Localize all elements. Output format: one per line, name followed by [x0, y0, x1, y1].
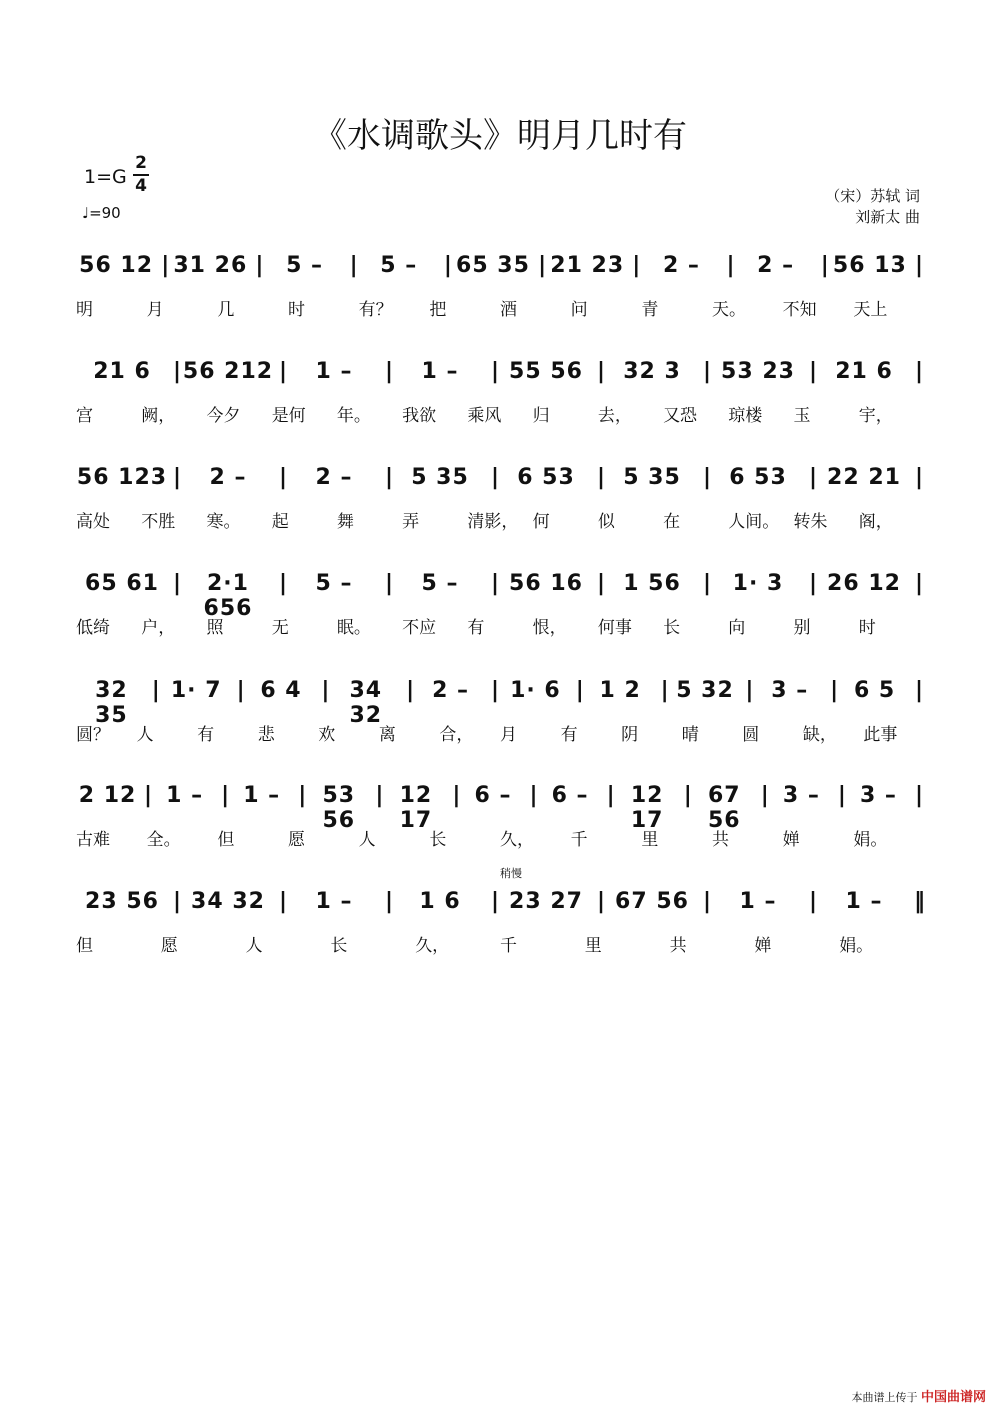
- lyric: 晴: [681, 725, 699, 745]
- measure: 32 3: [623, 359, 681, 384]
- lyric: 琼楼: [728, 406, 763, 426]
- lyric: 悲: [257, 725, 275, 745]
- measure: 32 35: [95, 678, 128, 728]
- measure: 21 23: [550, 253, 625, 278]
- barline: |: [384, 889, 394, 914]
- barline: |: [702, 889, 712, 914]
- measure: 56 123: [76, 465, 168, 490]
- footer-site: 中国曲谱网: [920, 1390, 986, 1405]
- lyric: 阙，: [141, 406, 176, 426]
- measure: 2·1 656: [203, 571, 253, 621]
- lyric: 有: [560, 725, 578, 745]
- barline: |: [760, 783, 769, 808]
- tempo-annotation: 稍慢: [500, 867, 522, 880]
- lyric: 古难: [76, 830, 110, 850]
- measure: 3 –: [859, 783, 897, 808]
- lyric: 千: [570, 830, 588, 850]
- barline: |: [820, 253, 829, 278]
- lyric: 时: [288, 300, 305, 320]
- lyric: 有？: [358, 300, 393, 320]
- lyric: 有: [197, 725, 215, 745]
- lyric: 起: [271, 512, 289, 532]
- barline: |: [830, 678, 839, 703]
- barline: |: [490, 465, 500, 490]
- lyric: 归: [532, 406, 550, 426]
- barline: |: [808, 359, 818, 384]
- lyric: 长: [330, 936, 348, 956]
- lyric: 长: [663, 618, 681, 638]
- barline: |: [702, 571, 712, 596]
- barline: |: [236, 678, 245, 703]
- barline: |: [914, 253, 924, 278]
- lyricist: （宋）苏轼 词: [825, 187, 920, 205]
- lyric: 青: [641, 300, 659, 320]
- measure: 23 56: [85, 889, 159, 914]
- lyric: 弄: [402, 512, 420, 532]
- barline: |: [172, 465, 182, 490]
- lyric: 人: [358, 830, 376, 850]
- lyric: 舞: [336, 512, 354, 532]
- lyric: 不应: [402, 618, 437, 638]
- lyric: 眠。: [336, 618, 371, 638]
- barline: |: [384, 359, 394, 384]
- footer: [851, 1386, 986, 1405]
- barline: |: [632, 253, 641, 278]
- barline: |: [490, 571, 500, 596]
- measure: 2 –: [662, 253, 700, 278]
- lyric: 婵: [782, 830, 800, 850]
- key-signature: 1=G: [84, 166, 127, 188]
- barline: |: [726, 253, 735, 278]
- lyric: 但: [217, 830, 235, 850]
- measure: 56 12: [79, 253, 154, 278]
- lyric: 宇，: [858, 406, 893, 426]
- measure: 6 –: [551, 783, 589, 808]
- lyric: 玉: [793, 406, 811, 426]
- lyric: 无: [271, 618, 289, 638]
- measure: 56 212: [182, 359, 274, 384]
- lyric: 共: [669, 936, 687, 956]
- credits: [825, 186, 920, 228]
- measure: 5 35: [411, 465, 469, 490]
- lyric: 去，: [597, 406, 632, 426]
- measure: 6 –: [474, 783, 512, 808]
- tempo-marking: ♩=90: [82, 204, 121, 222]
- measure: 6 53: [517, 465, 575, 490]
- barline: |: [914, 465, 924, 490]
- lyric: 缺，: [802, 725, 837, 745]
- lyric: 人: [245, 936, 263, 956]
- measure: 1 2: [599, 678, 641, 703]
- lyric: 转朱: [793, 512, 828, 532]
- measure: 67 56: [615, 889, 689, 914]
- lyric: 里: [584, 936, 602, 956]
- measure: 5 –: [421, 571, 459, 596]
- measure: 1 6: [419, 889, 461, 914]
- barline: |: [837, 783, 846, 808]
- lyric: 久，: [500, 830, 534, 850]
- measure: 34 32: [349, 678, 383, 728]
- measure: 21 6: [835, 359, 893, 384]
- lyric: 阁，: [858, 512, 893, 532]
- lyric: 是何: [271, 406, 306, 426]
- measure: 31 26: [173, 253, 248, 278]
- measure: 34 32: [191, 889, 265, 914]
- measure: 1 –: [739, 889, 777, 914]
- measure: 1 56: [623, 571, 681, 596]
- lyric: 问: [570, 300, 588, 320]
- lyric: 天上: [853, 300, 888, 320]
- barline: |: [538, 253, 547, 278]
- barline: |: [596, 889, 606, 914]
- measure: 5 –: [315, 571, 353, 596]
- barline: |: [596, 571, 606, 596]
- barline: |: [255, 253, 264, 278]
- lyric: 照: [206, 618, 224, 638]
- lyric: 圆: [742, 725, 760, 745]
- barline: |: [375, 783, 384, 808]
- lyric: 里: [641, 830, 659, 850]
- barline: |: [384, 571, 394, 596]
- measure: 5 –: [380, 253, 418, 278]
- lyric: 清影，: [467, 512, 519, 532]
- barline: |: [575, 678, 584, 703]
- lyric: 愿: [160, 936, 178, 956]
- barline: |: [278, 889, 288, 914]
- measure: 1· 6: [510, 678, 561, 703]
- lyric: 不知: [782, 300, 817, 320]
- lyric: 人间。: [728, 512, 780, 532]
- measure: 1· 3: [732, 571, 784, 596]
- lyric: 向: [728, 618, 746, 638]
- measure: 1 –: [421, 359, 459, 384]
- lyric: 寒。: [206, 512, 241, 532]
- time-signature-top: 2: [135, 153, 147, 173]
- measure: 1 –: [845, 889, 883, 914]
- lyric: 离: [378, 725, 396, 745]
- lyric: 娟。: [853, 830, 888, 850]
- barline: |: [278, 571, 288, 596]
- barline: |: [702, 465, 712, 490]
- lyric: 久，: [415, 936, 450, 956]
- measure: 2 12: [78, 783, 137, 808]
- measure: 56 13: [832, 253, 907, 278]
- lyric: 千: [500, 936, 517, 956]
- barline: |: [529, 783, 538, 808]
- barline: |: [745, 678, 754, 703]
- time-signature: [133, 154, 149, 196]
- barline: |: [596, 465, 606, 490]
- measure: 3 –: [771, 678, 809, 703]
- barline: |: [151, 678, 160, 703]
- barline: |: [172, 889, 182, 914]
- barline: |: [144, 783, 153, 808]
- barline: |: [702, 359, 712, 384]
- composer: 刘新太 曲: [855, 208, 920, 226]
- measure: 6 5: [853, 678, 896, 703]
- barline: |: [606, 783, 615, 808]
- lyric: 几: [217, 300, 235, 320]
- barline: |: [808, 465, 818, 490]
- lyric: 在: [663, 512, 681, 532]
- barline: |: [914, 783, 924, 808]
- lyric: 明: [76, 300, 93, 320]
- measure: 67 56: [707, 783, 741, 833]
- measure: 22 21: [827, 465, 901, 490]
- barline: |: [406, 678, 415, 703]
- lyric: 户，: [141, 618, 176, 638]
- footer-text: 本曲谱上传于: [851, 1391, 918, 1404]
- barline: |: [808, 571, 818, 596]
- lyric: 长: [429, 830, 447, 850]
- measure: 21 6: [93, 359, 151, 384]
- lyric: 别: [793, 618, 811, 638]
- measure: 65 61: [85, 571, 159, 596]
- lyric: 宫: [76, 406, 93, 426]
- measure: 5 32: [676, 678, 734, 703]
- lyric: 何: [532, 512, 550, 532]
- lyric: 恨，: [532, 618, 567, 638]
- measure: 53 56: [322, 783, 356, 833]
- barline: |: [914, 359, 924, 384]
- lyric: 此事: [863, 725, 898, 745]
- barline: |: [490, 678, 500, 703]
- lyric: 全。: [146, 830, 181, 850]
- lyric: 今夕: [206, 406, 241, 426]
- barline: |: [321, 678, 330, 703]
- barline: |: [298, 783, 307, 808]
- measure: 6 4: [260, 678, 302, 703]
- barline: |: [278, 465, 288, 490]
- barline: |: [452, 783, 461, 808]
- measure: 1 –: [243, 783, 281, 808]
- measure: 56 16: [509, 571, 583, 596]
- barline: |: [443, 253, 452, 278]
- lyric: 低绮: [76, 618, 110, 638]
- barline: |: [808, 889, 818, 914]
- measure: 1 –: [315, 889, 353, 914]
- lyric: 合，: [439, 725, 474, 745]
- measure: 1 –: [315, 359, 353, 384]
- lyric: 把: [429, 300, 447, 320]
- lyric: 共: [712, 830, 729, 850]
- measure: 2 –: [315, 465, 353, 490]
- barline: |: [172, 571, 182, 596]
- barline: |: [278, 359, 288, 384]
- lyric: 人: [136, 725, 154, 745]
- barline: |: [221, 783, 230, 808]
- lyric: 娟。: [839, 936, 874, 956]
- lyric: 我欲: [402, 406, 437, 426]
- barline: |: [172, 359, 182, 384]
- measure: 23 27: [509, 889, 583, 914]
- measure: 3 –: [782, 783, 820, 808]
- lyric: 月: [146, 300, 164, 320]
- measure: 26 12: [827, 571, 901, 596]
- measure: 12 17: [399, 783, 433, 833]
- barline: |: [914, 678, 924, 703]
- barline: |: [660, 678, 669, 703]
- barline: |: [490, 359, 500, 384]
- barline: |: [596, 359, 606, 384]
- lyric: 酒: [500, 300, 517, 320]
- barline: |: [349, 253, 358, 278]
- lyric: 高处: [76, 512, 110, 532]
- lyric: 愿: [288, 830, 305, 850]
- barline: ‖: [914, 889, 925, 914]
- lyric: 年。: [336, 406, 371, 426]
- measure: 5 35: [623, 465, 681, 490]
- barline: |: [683, 783, 692, 808]
- lyric: 欢: [318, 725, 336, 745]
- measure: 5 –: [286, 253, 324, 278]
- lyric: 乘风: [467, 406, 502, 426]
- lyric: 但: [76, 936, 93, 956]
- lyric: 有: [467, 618, 485, 638]
- measure: 1· 7: [170, 678, 222, 703]
- lyric: 似: [597, 512, 615, 532]
- measure: 2 –: [209, 465, 247, 490]
- measure: 65 35: [456, 253, 530, 278]
- lyric: 时: [858, 618, 876, 638]
- barline: |: [161, 253, 170, 278]
- lyric: 天。: [712, 300, 746, 320]
- lyric: 不胜: [141, 512, 176, 532]
- measure: 6 53: [729, 465, 787, 490]
- measure: 2 –: [757, 253, 795, 278]
- measure: 1 –: [166, 783, 204, 808]
- lyric: 婵: [754, 936, 772, 956]
- barline: |: [384, 465, 394, 490]
- lyric: 阴: [621, 725, 639, 745]
- measure: 2 –: [432, 678, 470, 703]
- time-signature-bottom: 4: [135, 176, 147, 196]
- measure: 12 17: [630, 783, 664, 833]
- lyric: 圆？: [76, 725, 110, 745]
- barline: |: [914, 571, 924, 596]
- lyric: 月: [500, 725, 517, 745]
- measure: 55 56: [509, 359, 583, 384]
- page-title: 《水调歌头》明月几时有: [313, 116, 687, 156]
- measure: 53 23: [721, 359, 795, 384]
- barline: |: [490, 889, 500, 914]
- lyric: 何事: [597, 618, 632, 638]
- lyric: 又恐: [663, 406, 698, 426]
